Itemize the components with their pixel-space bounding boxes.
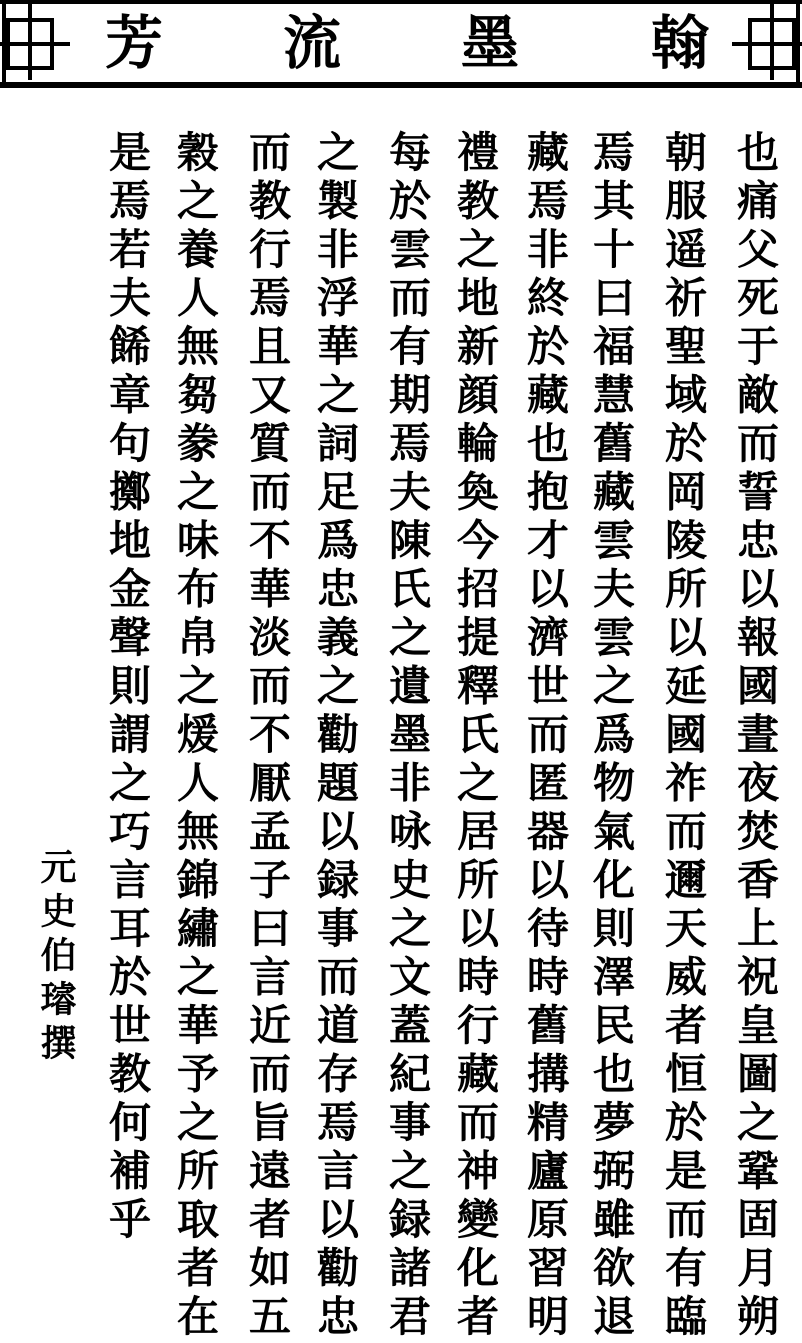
title-char-3: 墨 [460,9,519,77]
header-bottom-rule [0,82,802,88]
text-column-6: 每於雲而有期焉夫陳氏之遺墨非咏史之文蓋紀事之録諸君 [383,130,432,1343]
title-char-1: 芳 [104,9,163,77]
header-top-rule [0,0,802,4]
fret-ornament-left-icon [0,0,80,84]
text-column-1: 也痛父死于敵而誓忠以報國晝夜焚香上祝皇圖之鞏固月朔 [731,130,780,1343]
author-attribution: 元史伯璿撰 [35,848,77,1068]
text-column-4: 藏焉非終於藏也抱才以濟世而匿器以待時舊搆精廬原習明 [521,130,570,1343]
text-column-8: 而教行焉且又質而不華淡而不厭孟子曰言近而旨遠者如五 [243,130,292,1343]
text-column-10: 是焉若夫餙章句擲地金聲則謂之巧言耳於世教何補乎 [103,130,152,1246]
title-char-4: 翰 [650,9,709,77]
text-column-9: 穀之養人無芻豢之味布帛之煖人無錦繡之華予之所取者在 [171,130,220,1343]
text-column-3: 焉其十曰福慧舊藏雲夫雲之爲物氣化則澤民也夢弼雖欲退 [587,130,636,1343]
header-banner [0,0,802,90]
text-column-5: 禮教之地新顔輪奐今招提釋氏之居所以時行藏而神變化者 [451,130,500,1343]
title-char-2: 流 [282,9,341,77]
text-column-7: 之製非浮華之詞足爲忠義之勸題以録事而道存焉言以勸忠 [311,130,360,1343]
text-body [0,130,802,1343]
text-column-2: 朝服遥祈聖域於岡陵所以延國祚而邇天威者恒於是而有臨 [659,130,708,1343]
fret-ornament-right-icon [722,0,802,84]
